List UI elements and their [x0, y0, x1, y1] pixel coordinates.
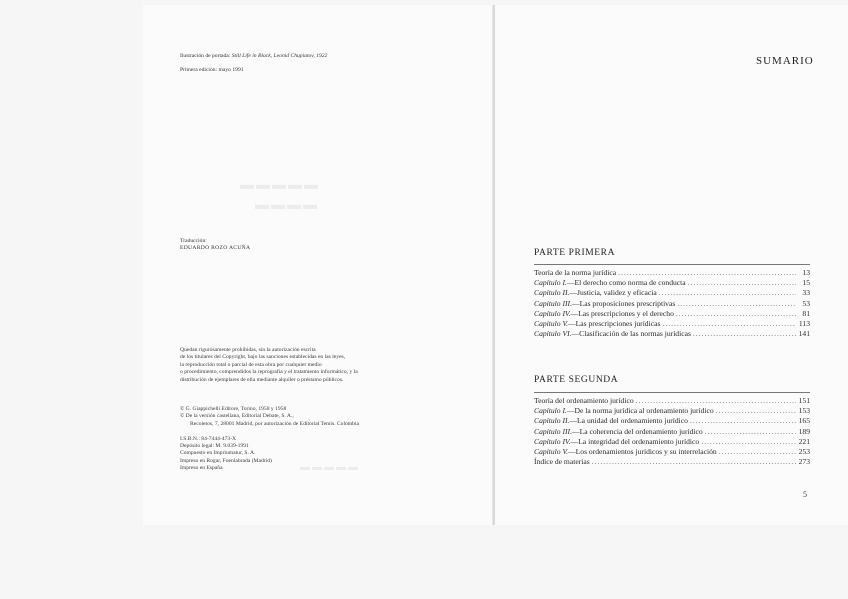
toc-entry: Capítulo II.—La unidad del ordenamiento jurídico ..... 165 — [534, 416, 810, 426]
first-edition: Primera edición: mayo 1991 — [180, 67, 244, 73]
bleed-through-publisher: ▬▬▬▬▬ — [300, 462, 360, 473]
page-number: 5 — [803, 490, 807, 499]
toc-entry: Índice de materias ..... 273 — [534, 457, 810, 467]
toc-entry: Capítulo V.—Las prescripciones jurídicas ..... 113 — [534, 319, 810, 329]
imprint-line: Impreso en Rogar, Fuenlabrada (Madrid) — [180, 457, 272, 464]
toc-entry: Teoría de la norma jurídica ..... 13 — [534, 268, 810, 278]
illustration-prefix: Ilustración de portada: — [180, 53, 231, 59]
contents-heading: SUMARIO — [756, 55, 814, 67]
part-two-toc — [534, 396, 810, 467]
toc-entry: Capítulo III.—La coherencia del ordenamiento jurídico ..... 189 — [534, 427, 810, 437]
toc-entry: Capítulo IV.—Las prescripciones y el derecho ..... 81 — [534, 309, 810, 319]
part-one-title: PARTE PRIMERA — [534, 248, 616, 258]
bleed-through-title: ▬▬▬▬▬ — [240, 178, 320, 193]
toc-entry: Capítulo II.—Justicia, validez y eficacia ..... 33 — [534, 288, 810, 298]
translator-name: EDUARDO ROZO ACUÑA — [180, 245, 251, 251]
imprint-line: Depósito legal: M. 9.039-1991 — [180, 443, 249, 450]
legal-notice — [180, 347, 358, 384]
copyright-notice — [180, 406, 359, 428]
toc-entry: Teoría del ordenamiento jurídico ..... 151 — [534, 396, 810, 406]
legal-line: la reproducción total o parcial de esta obra por cualquier medio — [180, 361, 322, 368]
toc-entry: Capítulo I.—De la norma jurídica al ordenamiento jurídico ..... 153 — [534, 406, 810, 416]
part-two-rule — [534, 392, 810, 393]
legal-line: de los titulares del Copyright, bajo las sanciones establecidas en las leyes, — [180, 354, 346, 361]
legal-line: Quedan rigurosamente prohibidas, sin la autorización escrita — [180, 347, 316, 353]
toc-entry: Capítulo I.—El derecho como norma de conducta ..... 15 — [534, 278, 810, 288]
illustration-credit — [180, 53, 327, 60]
translation-label: Traducción: — [180, 238, 207, 244]
illustration-work: Still Life in Black, — [231, 53, 273, 59]
copyright-line: © G. Giappichelli Editore, Torino, 1958 y 1958 — [180, 406, 287, 412]
part-two-title: PARTE SEGUNDA — [534, 375, 619, 385]
legal-line: o procedimiento, comprendidos la reprografía y el tratamiento informático, y la — [180, 369, 358, 376]
imprint-line: Compuesto en Impriumatur, S. A. — [180, 450, 256, 457]
toc-entry: Capítulo VI.—Clasificación de las normas jurídicas ..... 141 — [534, 329, 810, 339]
bleed-through-subtitle: ▬▬▬▬ — [255, 198, 319, 213]
illustration-author: Leonid Chupiatov, 1922 — [273, 53, 328, 59]
copyright-line: © De la versión castellana, Editorial Debate, S. A., — [180, 413, 294, 420]
imprint-line: I.S.B.N.: 84-7444-473-X — [180, 436, 237, 442]
copyright-line: Recoletos, 7, 28001 Madrid, por autorización de Editorial Temis. Colombia — [190, 420, 359, 427]
toc-entry: Capítulo V.—Los ordenamientos jurídicos y su interrelación ..... 253 — [534, 447, 810, 457]
toc-entry: Capítulo III.—Las proposiciones prescriptivas ..... 53 — [534, 299, 810, 309]
toc-entry: Capítulo IV.—La integridad del ordenamiento jurídico ..... 221 — [534, 437, 810, 447]
part-one-rule — [534, 264, 810, 265]
imprint-info — [180, 436, 272, 472]
imprint-line: Impreso en España — [180, 464, 223, 471]
legal-line: distribución de ejemplares de ella mediante alquiler o préstamo públicos. — [180, 376, 344, 383]
part-one-toc — [534, 268, 810, 339]
